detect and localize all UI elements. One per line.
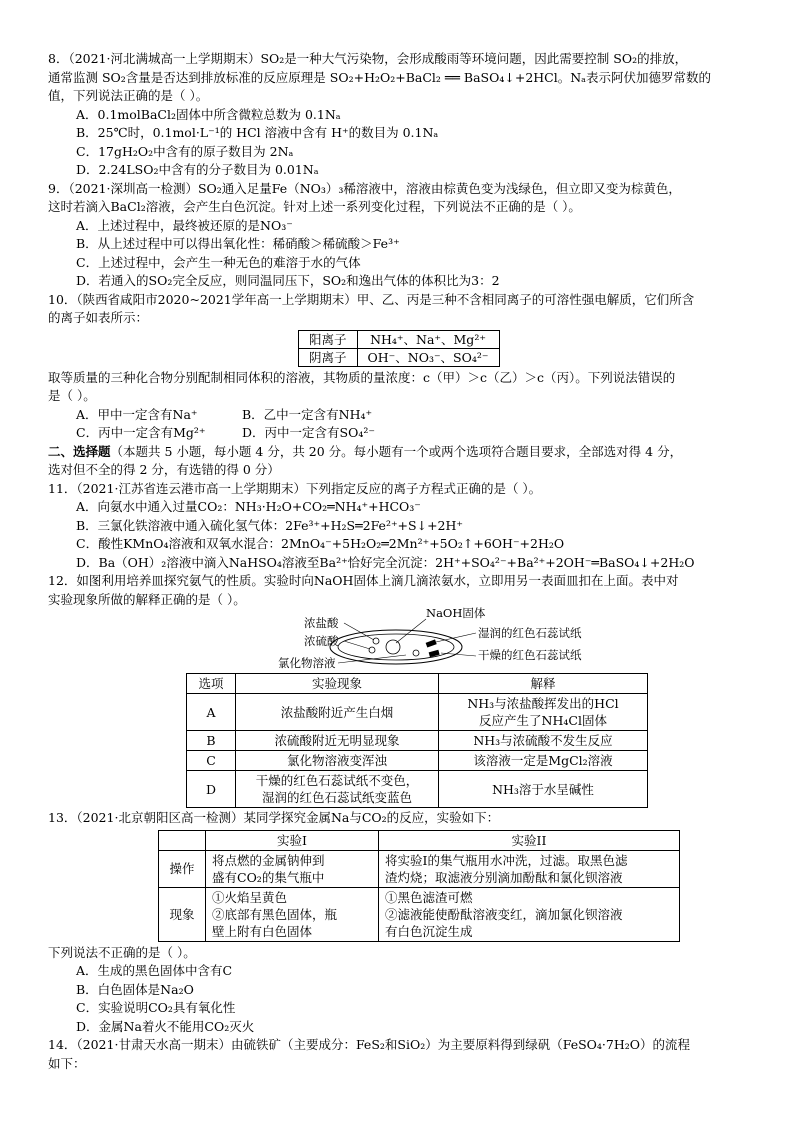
h2so4-drop xyxy=(369,647,375,653)
q10-option-b: B．乙中一定含有NH₄⁺ xyxy=(242,406,373,422)
label-wet-litmus: 湿润的红色石蕊试纸 xyxy=(478,626,582,640)
table-header-row xyxy=(187,674,648,694)
table-row xyxy=(187,751,648,771)
row-label-phenomenon: 现象 xyxy=(159,887,206,941)
cell-line: 将实验I的集气瓶用水冲洗，过滤。取黑色滤 xyxy=(385,852,628,868)
table-cell: A xyxy=(187,694,236,731)
cell-line: 干燥的红色石蕊试纸不变色， xyxy=(255,773,419,788)
label-hcl: 浓盐酸 xyxy=(304,616,339,630)
q13-stem: 13．（2021·北京朝阳区高一检测）某同学探究金属Na与CO₂的反应，实验如下： xyxy=(48,810,500,825)
q14-stem-line2: 如下： xyxy=(48,1055,86,1071)
table-cell: B xyxy=(187,731,236,751)
table-cell: 阳离子 xyxy=(299,330,358,348)
q10-option-a: A．甲中一定含有Na⁺ xyxy=(76,406,198,422)
q9-option-a: A．上述过程中，最终被还原的是NO₃⁻ xyxy=(76,217,293,233)
table-cell: 氯化物溶液变浑浊 xyxy=(236,751,439,771)
cell-line: 将点燃的金属钠伸到 xyxy=(212,852,325,868)
cell-line: ①火焰呈黄色 xyxy=(212,889,288,905)
table-cell xyxy=(379,850,680,887)
q13-stem-line2: 下列说法不正确的是（ ）。 xyxy=(48,944,196,960)
q8-stem-line2: 通常监测 SO₂含量是否达到排放标准的反应原理是 SO₂+H₂O₂+BaCl₂ ══ BaSO₄↓+2HCl。Nₐ表示阿伏加德罗常数的 xyxy=(48,69,712,85)
naoh-solid-spot xyxy=(386,640,400,654)
q10-option-d: D．丙中一定含有SO₄²⁻ xyxy=(242,425,375,440)
q9-stem-line1: 9．（2021·深圳高一检测）SO₂通入足量Fe（NO₃）₃稀溶液中，溶液由棕黄色变为浅绿色，但立即又变为棕黄色， xyxy=(48,180,681,196)
q8-stem-line3: 值，下列说法正确的是（ ）。 xyxy=(48,88,209,103)
label-chloride: 氯化物溶液 xyxy=(278,656,336,670)
table-row xyxy=(299,330,500,348)
question-9 xyxy=(48,180,754,291)
q9-option-d: D．若通入的SO₂完全反应，则同温同压下，SO₂和逸出气体的体积比为3：2 xyxy=(76,273,500,288)
cell-line: 盛有CO₂的集气瓶中 xyxy=(212,869,325,885)
table-cell: 该溶液一定是MgCl₂溶液 xyxy=(439,751,648,771)
table-cell: OH⁻、NO₃⁻、SO₄²⁻ xyxy=(357,348,499,366)
q8-stem-line1: 8．（2021·河北满城高一上学期期末）SO₂是一种大气污染物，会形成酸雨等环境问题，因此需要控制 SO₂的排放， xyxy=(48,51,688,66)
question-8 xyxy=(48,50,754,180)
document-page xyxy=(48,50,754,1073)
table-cell xyxy=(206,850,379,887)
table-cell xyxy=(236,771,439,808)
section-2-line1 xyxy=(48,443,754,462)
q11-option-d: D．Ba（OH）₂溶液中滴入NaHSO₄溶液至Ba²⁺恰好完全沉淀：2H⁺+SO₄²⁻+Ba²⁺+2OH⁻═BaSO₄↓+2H₂O xyxy=(76,554,695,570)
q10-stem-line2: 的离子如表所示： xyxy=(48,310,149,325)
q9-option-c: C．上述过程中，会产生一种无色的难溶于水的气体 xyxy=(76,254,361,270)
table-row xyxy=(187,731,648,751)
q10-options-row1 xyxy=(48,406,754,425)
table-row xyxy=(159,850,680,887)
q12-stem-line2: 实验现象所做的解释正确的是（ ）。 xyxy=(48,591,246,607)
section-2-title: 二、选择题 xyxy=(48,443,111,459)
q11-option-a: A．向氨水中通入过量CO₂：NH₃·H₂O+CO₂═NH₄⁺+HCO₃⁻ xyxy=(76,499,421,514)
q10-option-c: C．丙中一定含有Mg²⁺ xyxy=(76,425,206,440)
question-13 xyxy=(48,809,754,1036)
table-cell: NH₃与浓硫酸不发生反应 xyxy=(439,731,648,751)
table-cell: 浓盐酸附近产生白烟 xyxy=(236,694,439,731)
question-11 xyxy=(48,480,754,573)
label-naoh: NaOH固体 xyxy=(426,606,486,620)
q10-stem-line1: 10．（陕西省咸阳市2020~2021学年高一上学期期末）甲、乙、丙是三种不含相同离子的可溶性强电解质，它们所含 xyxy=(48,291,695,307)
table-header-row xyxy=(159,830,680,850)
chloride-drop xyxy=(413,650,419,656)
h2so4-pointer xyxy=(344,641,370,649)
wet-litmus-paper xyxy=(426,639,437,647)
table-row xyxy=(159,887,680,941)
header-explanation: 解释 xyxy=(439,674,648,694)
cell-line: 湿润的红色石蕊试纸变蓝色 xyxy=(261,790,412,805)
label-dry-litmus: 干燥的红色石蕊试纸 xyxy=(478,648,582,662)
section-2-line2: 选对但不全的得 2 分，有选错的得 0 分） xyxy=(48,462,280,477)
hcl-drop xyxy=(373,638,379,644)
cell-line: NH₃与浓盐酸挥发出的HCl xyxy=(467,696,619,711)
question-12 xyxy=(48,572,754,808)
header-phenomenon: 实验现象 xyxy=(236,674,439,694)
row-label-operation: 操作 xyxy=(159,850,206,887)
table-cell: NH₃溶于水呈碱性 xyxy=(439,771,648,808)
label-h2so4: 浓硫酸 xyxy=(304,634,339,648)
table-cell: D xyxy=(187,771,236,808)
q10-options-row2 xyxy=(48,424,754,443)
q8-option-d: D．2.24LSO₂中含有的分子数目为 0.01Nₐ xyxy=(76,162,319,177)
q13-option-a: A．生成的黑色固体中含有C xyxy=(76,963,233,978)
q8-option-a: A．0.1molBaCl₂固体中所含微粒总数为 0.1Nₐ xyxy=(76,106,341,122)
header-exp2: 实验II xyxy=(379,830,680,850)
q11-option-c: C．酸性KMnO₄溶液和双氧水混合：2MnO₄⁻+5H₂O₂═2Mn²⁺+5O₂↑+6OH⁻+2H₂O xyxy=(76,536,565,551)
q9-stem-line2: 这时若滴入BaCl₂溶液，会产生白色沉淀。针对上述一系列变化过程，下列说法不正确的是（ ）。 xyxy=(48,199,581,214)
cell-line: 壁上附有白色固体 xyxy=(212,923,313,939)
dry-pointer xyxy=(441,653,476,656)
q8-option-b: B．25℃时，0.1mol·L⁻¹的 HCl 溶液中含有 H⁺的数目为 0.1Nₐ xyxy=(76,125,439,140)
q12-table xyxy=(186,673,648,808)
question-14 xyxy=(48,1036,754,1073)
q13-option-c: C．实验说明CO₂具有氧化性 xyxy=(76,1000,236,1015)
table-cell: 浓硫酸附近无明显现象 xyxy=(236,731,439,751)
dish-outer-rim xyxy=(330,630,462,664)
cell-line: 有白色沉淀生成 xyxy=(385,923,473,939)
table-row xyxy=(299,348,500,366)
petri-dish-figure xyxy=(266,606,582,673)
q11-stem: 11．（2021·江苏省连云港市高一上学期期末）下列指定反应的离子方程式正确的是（ ）。 xyxy=(48,480,542,496)
table-row xyxy=(187,694,648,731)
header-exp1: 实验I xyxy=(206,830,379,850)
cell-line: ②底部有黑色固体，瓶 xyxy=(212,906,338,922)
table-row xyxy=(187,771,648,808)
table-cell xyxy=(159,830,206,850)
table-cell: C xyxy=(187,751,236,771)
table-cell: NH₄⁺、Na⁺、Mg²⁺ xyxy=(357,330,499,348)
table-cell xyxy=(379,887,680,941)
section-2-desc1: （本题共 5 小题，每小题 4 分，共 20 分。每小题有一个或两个选项符合题目要求，全部选对得 4 分， xyxy=(110,443,683,459)
cell-line: ①黑色滤渣可燃 xyxy=(385,889,473,905)
q11-option-b: B．三氯化铁溶液中通入硫化氢气体：2Fe³⁺+H₂S═2Fe²⁺+S↓+2H⁺ xyxy=(76,517,463,533)
q10-stem-line4: 是（ ）。 xyxy=(48,388,96,403)
q13-option-b: B．白色固体是Na₂O xyxy=(76,981,194,997)
q13-option-d: D．金属Na着火不能用CO₂灭火 xyxy=(76,1018,255,1034)
q12-stem-line1: 12．如图利用培养皿探究氨气的性质。实验时向NaOH固体上滴几滴浓氨水，立即用另一表面皿扣在上面。表中对 xyxy=(48,573,679,588)
section-2-header xyxy=(48,443,754,480)
table-cell xyxy=(206,887,379,941)
question-10 xyxy=(48,291,754,443)
q14-stem-line1: 14．（2021·甘肃天水高一期末）由硫铁矿（主要成分：FeS₂和SiO₂）为主要原料得到绿矾（FeSO₄·7H₂O）的流程 xyxy=(48,1037,691,1052)
q13-table xyxy=(158,830,680,942)
table-cell: 阴离子 xyxy=(299,348,358,366)
cell-line: 渣灼烧；取滤液分别滴加酚酞和氯化钡溶液 xyxy=(385,869,623,885)
cell-line: ②滤液能使酚酞溶液变红，滴加氯化钡溶液 xyxy=(385,906,623,922)
q10-stem-line3: 取等质量的三种化合物分别配制相同体积的溶液，其物质的量浓度：c（甲）＞c（乙）＞c（丙）。下列说法错误的 xyxy=(48,369,676,385)
ion-table xyxy=(298,330,500,367)
header-option: 选项 xyxy=(187,674,236,694)
table-cell xyxy=(439,694,648,731)
q8-option-c: C．17gH₂O₂中含有的原子数目为 2Nₐ xyxy=(76,143,294,159)
cell-line: 反应产生了NH₄Cl固体 xyxy=(479,713,607,728)
q9-option-b: B．从上述过程中可以得出氧化性：稀硝酸＞稀硫酸＞Fe³⁺ xyxy=(76,236,400,251)
